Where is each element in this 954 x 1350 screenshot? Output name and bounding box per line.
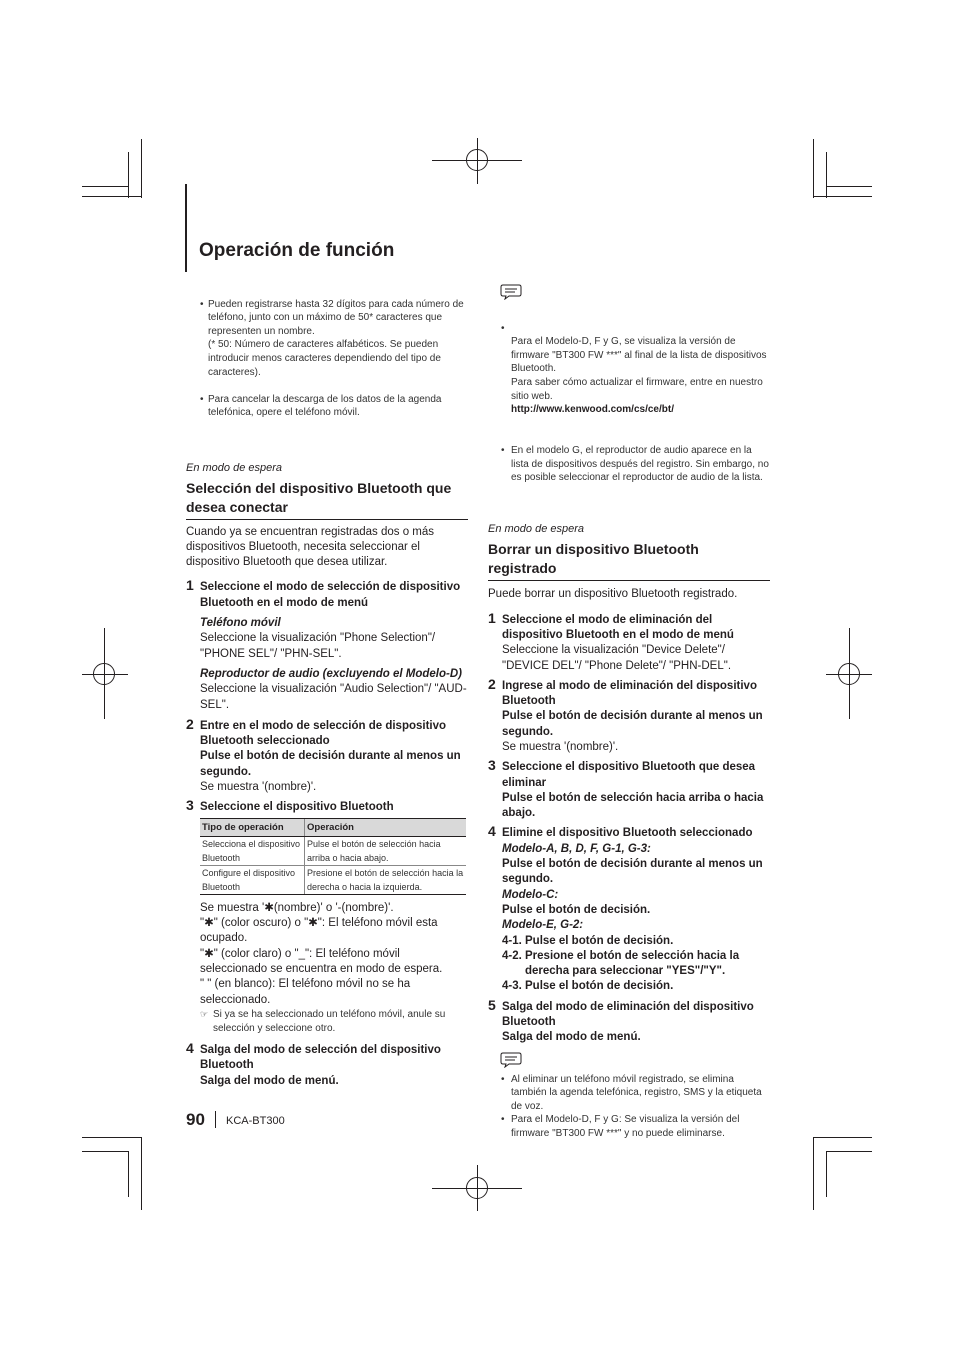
substep: 4-2. Presione el botón de selección hacia la derecha para seleccionar "YES"/"Y". xyxy=(502,949,740,978)
step-title: Seleccione el modo de selección de dispositivo Bluetooth en el modo de menú xyxy=(200,581,461,609)
standby-mode-label: En modo de espera xyxy=(186,461,283,474)
step-number: 3 xyxy=(186,797,194,814)
model-label: Modelo-A, B, D, F, G-1, G-3: xyxy=(502,842,651,855)
step-action: Pulse el botón de selección hacia arriba o hacia abajo. xyxy=(502,791,764,820)
table-cell: Pulse el botón de selección hacia arriba o hacia abajo. xyxy=(305,836,467,865)
footer-divider xyxy=(215,1111,216,1128)
table-header: Tipo de operación xyxy=(200,818,305,836)
step-result: Se muestra '(nombre)'. xyxy=(502,740,619,753)
step-number: 5 xyxy=(488,996,496,1013)
table-cell: Configure el dispositivo Bluetooth xyxy=(200,865,305,894)
step-action: Salga del modo de menú. xyxy=(502,1031,641,1044)
support-url[interactable]: http://www.kenwood.com/cs/ce/bt/ xyxy=(511,404,674,416)
note-list-2 xyxy=(488,1073,770,1141)
step-text: Seleccione la visualización "Device Delete"/ "DEVICE DEL"/ "Phone Delete"/ "PHN-DEL". xyxy=(502,644,732,672)
note-icon xyxy=(500,1052,520,1067)
sub-text: Seleccione la visualización "Phone Selection"/ "PHONE SEL"/ "PHN-SEL". xyxy=(200,632,436,660)
step-number: 2 xyxy=(186,715,194,732)
note-bullet: • Al eliminar un teléfono móvil registrado, se elimina también la agenda telefónica, registro, SMS y la etiqueta de voz. xyxy=(488,1073,770,1114)
note-text: Para el Modelo-D, F y G, se visualiza la versión de firmware "BT300 FW ***" al final de la lista de dispositivos Bluetooth. Para saber cómo actualizar el firmware, entre en nuestro sitio web. xyxy=(511,336,767,402)
step-2 xyxy=(186,715,468,795)
step-result: Se muestra '(nombre)'. xyxy=(200,780,317,793)
sub-text: Seleccione la visualización "Audio Selection"/ "AUD-SEL". xyxy=(200,683,467,711)
step-title: Elimine el dispositivo Bluetooth seleccionado xyxy=(502,827,753,840)
intro-bullet-1: • Pueden registrarse hasta 32 dígitos para cada número de teléfono, junto con un máximo de 50* caracteres que representen un nombre. (* 50: Número de caracteres alfabéticos. Se pueden introducir menos caracteres dependiendo del tipo de caracteres). xyxy=(186,298,468,380)
reference-note-text: Si ya se ha seleccionado un teléfono móvil, anule su selección y seleccione otro. xyxy=(213,1008,446,1034)
status-line: " " (en blanco): El teléfono móvil no se ha seleccionado. xyxy=(200,978,411,1006)
table-cell: Selecciona el dispositivo Bluetooth xyxy=(200,836,305,865)
note-icon xyxy=(500,284,520,299)
step-title: Ingrese al modo de eliminación del dispositivo Bluetooth xyxy=(502,679,757,708)
substep: 4-1. Pulse el botón de decisión. xyxy=(502,934,674,947)
model-action: Pulse el botón de decisión. xyxy=(502,903,651,916)
title-rule xyxy=(185,184,187,272)
status-line: "✱" (color oscuro) o "✱": El teléfono móvil esta ocupado. xyxy=(200,917,438,945)
step-title: Seleccione el modo de eliminación del dispositivo Bluetooth en el modo de menú xyxy=(502,613,734,641)
step-number: 3 xyxy=(488,757,496,774)
section-intro: Puede borrar un dispositivo Bluetooth registrado. xyxy=(488,588,738,601)
page-number: 90 xyxy=(186,1110,205,1129)
step-2 xyxy=(488,675,770,755)
model-label: Modelo-E, G-2: xyxy=(502,919,584,932)
table-header: Operación xyxy=(305,818,467,836)
table-header-row xyxy=(200,818,466,836)
step-title: Salga del modo de selección del dispositivo Bluetooth xyxy=(200,1044,441,1072)
step-title: Entre en el modo de selección de dispositivo Bluetooth seleccionado xyxy=(200,719,447,748)
table-row xyxy=(200,836,466,865)
model-label: Modelo-C: xyxy=(502,888,559,901)
note-list-1 xyxy=(488,308,770,498)
step-3 xyxy=(186,797,468,1035)
step-number: 1 xyxy=(488,609,496,626)
sub-label: Reproductor de audio (excluyendo el Modelo-D) xyxy=(200,667,462,680)
standby-mode-label: En modo de espera xyxy=(488,523,585,536)
note-bullet: • Para el Modelo-D, F y G: Se visualiza la versión del firmware "BT300 FW ***" y no puede eliminarse. xyxy=(488,1113,770,1140)
section-intro: Cuando ya se encuentran registradas dos o más dispositivos Bluetooth, necesita seleccionar el dispositivo Bluetooth que desea utilizar. xyxy=(186,525,435,569)
step-action: Pulse el botón de decisión durante al menos un segundo. xyxy=(502,710,763,738)
intro-bullet-list xyxy=(186,284,468,434)
sub-label: Teléfono móvil xyxy=(200,617,281,630)
status-line: "✱" (color claro) o "_": El teléfono móvil seleccionado se encuentra en modo de espera. xyxy=(200,947,443,976)
step-1 xyxy=(186,577,468,712)
step-1 xyxy=(488,609,770,674)
step-action: Pulse el botón de decisión durante al menos un segundo. xyxy=(200,750,461,778)
reference-note xyxy=(200,1008,468,1035)
note-bullet: • En el modelo G, el reproductor de audio aparece en la lista de dispositivos después del registro. Sin embargo, no es posible seleccionar el reproductor de audio de la lista. xyxy=(488,444,770,485)
step-5 xyxy=(488,996,770,1046)
step-title: Salga del modo de eliminación del dispositivo Bluetooth xyxy=(502,1000,754,1029)
status-line: Se muestra '✱(nombre)' o '-(nombre)'. xyxy=(200,901,394,914)
substep: 4-3. Pulse el botón de decisión. xyxy=(502,980,674,993)
step-title: Seleccione el dispositivo Bluetooth que desea eliminar xyxy=(502,761,756,789)
step-number: 2 xyxy=(488,675,496,692)
step-number: 4 xyxy=(186,1040,194,1057)
step-3 xyxy=(488,757,770,821)
reference-icon: ☞ xyxy=(200,1008,209,1019)
right-column xyxy=(488,284,770,1141)
step-action: Salga del modo de menú. xyxy=(200,1074,339,1087)
step-4 xyxy=(488,823,770,994)
note-bullet xyxy=(488,322,770,431)
step-4 xyxy=(186,1040,468,1089)
page-title: Operación de función xyxy=(199,240,395,261)
step-number: 4 xyxy=(488,823,496,840)
table-cell: Presione el botón de selección hacia la derecha o hacia la izquierda. xyxy=(305,865,467,894)
operation-table xyxy=(200,818,466,895)
left-column xyxy=(186,284,468,1089)
step-title: Seleccione el dispositivo Bluetooth xyxy=(200,801,394,814)
intro-bullet-2: • Para cancelar la descarga de los datos de la agenda telefónica, opere el teléfono móvil. xyxy=(186,393,468,420)
section-title-select-device: Selección del dispositivo Bluetooth que desea conectar xyxy=(186,479,468,520)
section-title-delete-device: Borrar un dispositivo Bluetooth registrado xyxy=(488,540,770,581)
table-row xyxy=(200,865,466,894)
model-name: KCA-BT300 xyxy=(226,1115,285,1127)
model-action: Pulse el botón de decisión durante al menos un segundo. xyxy=(502,858,763,886)
step-number: 1 xyxy=(186,577,194,594)
